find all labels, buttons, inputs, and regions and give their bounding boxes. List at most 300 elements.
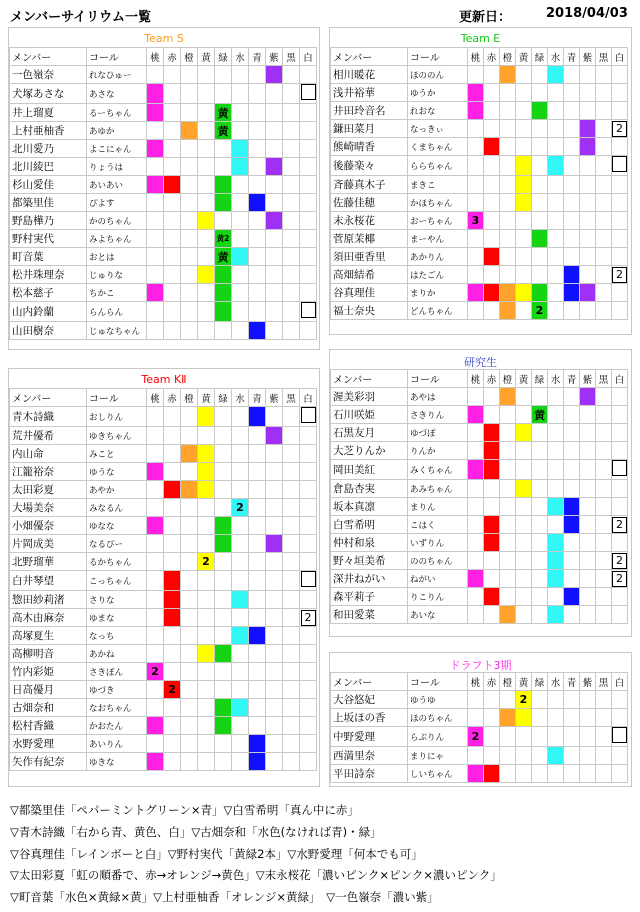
color-cell — [532, 156, 548, 176]
color-cell — [181, 553, 198, 571]
color-cell — [198, 104, 215, 122]
member-name: 北川綾巴 — [10, 158, 87, 176]
panel-team-e — [329, 27, 632, 335]
color-cell — [516, 388, 532, 406]
color-cell — [484, 570, 500, 588]
color-cell — [612, 691, 628, 709]
color-cell — [164, 230, 181, 248]
color-cell — [548, 727, 564, 747]
color-cell — [516, 66, 532, 84]
color-cell — [484, 66, 500, 84]
color-cell — [548, 765, 564, 783]
member-call: かのちゃん — [87, 212, 147, 230]
color-cell — [548, 606, 564, 624]
color-cell — [181, 645, 198, 663]
member-name: 青木詩織 — [10, 407, 87, 427]
color-cell — [596, 424, 612, 442]
color-cell — [283, 571, 300, 591]
color-cell — [283, 699, 300, 717]
panel-title: ドラフト3期 — [449, 659, 512, 672]
color-cell — [564, 120, 580, 138]
color-cell — [215, 591, 232, 609]
color-cell — [198, 427, 215, 445]
color-cell — [548, 442, 564, 460]
member-call: あいな — [408, 606, 468, 624]
color-cell — [181, 322, 198, 340]
color-cell — [596, 284, 612, 302]
color-cell — [548, 212, 564, 230]
color-cell — [164, 535, 181, 553]
color-cell — [266, 445, 283, 463]
color-cell — [548, 230, 564, 248]
color-cell — [548, 691, 564, 709]
member-name: 岡田美紅 — [331, 460, 408, 480]
color-cell — [484, 588, 500, 606]
color-cell — [266, 427, 283, 445]
white-box: 2 — [301, 610, 316, 626]
color-cell — [215, 717, 232, 735]
col-member: メンバー — [331, 673, 408, 691]
color-cell — [147, 517, 164, 535]
color-cell — [300, 266, 317, 284]
member-call: ゆまな — [87, 609, 147, 627]
color-cell — [564, 406, 580, 424]
color-cell — [232, 212, 249, 230]
member-name: 末永桜花 — [331, 212, 408, 230]
member-call: かおたん — [87, 717, 147, 735]
color-cell — [564, 516, 580, 534]
color-cell — [147, 681, 164, 699]
color-cell — [516, 765, 532, 783]
member-name: 平田詩奈 — [331, 765, 408, 783]
member-name: 谷真理佳 — [331, 284, 408, 302]
color-cell — [266, 104, 283, 122]
color-cell — [232, 535, 249, 553]
table-row — [331, 102, 628, 120]
col-color: 橙 — [181, 389, 198, 407]
col-member: メンバー — [331, 48, 408, 66]
color-cell — [468, 230, 484, 248]
color-cell — [468, 212, 484, 230]
color-cell — [468, 266, 484, 284]
color-cell — [484, 747, 500, 765]
color-cell — [548, 84, 564, 102]
color-cell — [484, 727, 500, 747]
color-cell — [249, 84, 266, 104]
member-name: 大芝りんか — [331, 442, 408, 460]
color-cell — [612, 534, 628, 552]
color-cell — [532, 516, 548, 534]
color-cell — [580, 747, 596, 765]
table-row — [10, 122, 317, 140]
color-cell — [548, 66, 564, 84]
color-cell — [147, 104, 164, 122]
color-cell — [266, 499, 283, 517]
color-cell — [548, 266, 564, 284]
color-cell — [612, 570, 628, 588]
col-color: 紫 — [580, 48, 596, 66]
color-cell — [181, 571, 198, 591]
color-cell — [484, 534, 500, 552]
color-cell — [596, 709, 612, 727]
color-cell — [300, 284, 317, 302]
color-cell — [249, 627, 266, 645]
member-name: 佐藤佳穂 — [331, 194, 408, 212]
color-cell — [266, 663, 283, 681]
color-cell — [198, 248, 215, 266]
color-cell — [215, 266, 232, 284]
color-cell — [181, 104, 198, 122]
color-cell — [198, 499, 215, 517]
color-cell — [580, 156, 596, 176]
member-call: なっきぃ — [408, 120, 468, 138]
color-cell — [564, 709, 580, 727]
color-cell — [612, 138, 628, 156]
color-cell — [215, 735, 232, 753]
color-cell — [198, 66, 215, 84]
member-call: ゆづぽ — [408, 424, 468, 442]
color-cell — [596, 442, 612, 460]
table-row — [10, 194, 317, 212]
color-cell — [249, 230, 266, 248]
table-row — [10, 535, 317, 553]
color-cell — [500, 516, 516, 534]
color-cell — [612, 388, 628, 406]
color-cell — [516, 747, 532, 765]
color-cell — [249, 140, 266, 158]
color-cell — [516, 588, 532, 606]
color-cell — [516, 534, 532, 552]
color-cell — [484, 406, 500, 424]
color-cell — [468, 284, 484, 302]
member-call: ののちゃん — [408, 552, 468, 570]
table-row — [331, 84, 628, 102]
color-cell — [300, 645, 317, 663]
white-box: 2 — [612, 267, 627, 283]
color-cell — [612, 66, 628, 84]
color-cell — [596, 460, 612, 480]
member-table — [9, 388, 317, 771]
member-name: 森平莉子 — [331, 588, 408, 606]
table-row — [10, 645, 317, 663]
color-cell — [468, 460, 484, 480]
col-member: メンバー — [331, 370, 408, 388]
member-name: 白井琴望 — [10, 571, 87, 591]
color-cell — [266, 66, 283, 84]
color-cell — [147, 753, 164, 771]
color-cell — [564, 747, 580, 765]
member-name: 杉山愛佳 — [10, 176, 87, 194]
table-row — [331, 588, 628, 606]
color-cell — [198, 663, 215, 681]
white-box: 2 — [612, 517, 627, 533]
color-cell — [198, 627, 215, 645]
color-cell — [548, 138, 564, 156]
color-cell — [532, 194, 548, 212]
member-name: 須田亜香里 — [331, 248, 408, 266]
count-label: 2 — [471, 730, 480, 743]
color-cell — [612, 709, 628, 727]
table-row — [10, 158, 317, 176]
col-color: 黒 — [596, 370, 612, 388]
table-row — [10, 591, 317, 609]
count-label: 黄 — [217, 124, 229, 138]
col-color: 桃 — [468, 673, 484, 691]
color-cell — [468, 709, 484, 727]
color-cell — [266, 481, 283, 499]
color-cell — [596, 230, 612, 248]
color-cell — [612, 765, 628, 783]
color-cell — [147, 427, 164, 445]
color-cell — [283, 302, 300, 322]
color-cell — [181, 248, 198, 266]
member-call: あいりん — [87, 735, 147, 753]
member-call: あゆか — [87, 122, 147, 140]
color-cell — [484, 765, 500, 783]
color-cell — [484, 552, 500, 570]
table-row — [331, 248, 628, 266]
col-color: 青 — [249, 48, 266, 66]
color-cell — [468, 302, 484, 320]
col-color: 赤 — [484, 673, 500, 691]
col-color: 橙 — [500, 48, 516, 66]
color-cell — [215, 66, 232, 84]
col-color: 緑 — [532, 370, 548, 388]
member-name: 北野瑠華 — [10, 553, 87, 571]
member-name: 高畑結希 — [331, 266, 408, 284]
color-cell — [532, 442, 548, 460]
color-cell — [215, 463, 232, 481]
color-cell — [266, 407, 283, 427]
col-color: 橙 — [181, 48, 198, 66]
color-cell — [548, 498, 564, 516]
color-cell — [564, 498, 580, 516]
table-row — [331, 66, 628, 84]
color-cell — [564, 302, 580, 320]
color-cell — [596, 534, 612, 552]
table-row — [331, 424, 628, 442]
color-cell — [580, 84, 596, 102]
color-cell — [181, 84, 198, 104]
col-color: 白 — [612, 48, 628, 66]
color-cell — [266, 735, 283, 753]
color-cell — [249, 212, 266, 230]
member-name: 和田愛菜 — [331, 606, 408, 624]
color-cell — [564, 424, 580, 442]
color-cell — [181, 427, 198, 445]
table-row — [331, 691, 628, 709]
color-cell — [532, 66, 548, 84]
col-color: 赤 — [484, 48, 500, 66]
color-cell — [564, 230, 580, 248]
color-cell — [164, 140, 181, 158]
color-cell — [516, 266, 532, 284]
color-cell — [164, 571, 181, 591]
color-cell — [215, 176, 232, 194]
color-cell — [232, 104, 249, 122]
color-cell — [147, 445, 164, 463]
color-cell — [500, 747, 516, 765]
color-cell — [249, 66, 266, 84]
color-cell — [516, 284, 532, 302]
color-cell — [300, 753, 317, 771]
color-cell — [500, 388, 516, 406]
color-cell — [266, 140, 283, 158]
col-color: 青 — [564, 370, 580, 388]
white-box: 2 — [612, 571, 627, 587]
member-name: 白雪希明 — [331, 516, 408, 534]
color-cell — [249, 663, 266, 681]
color-cell — [564, 66, 580, 84]
color-cell — [283, 284, 300, 302]
color-cell — [580, 498, 596, 516]
color-cell — [300, 517, 317, 535]
color-cell — [500, 248, 516, 266]
color-cell — [532, 230, 548, 248]
color-cell — [484, 102, 500, 120]
color-cell — [215, 681, 232, 699]
table-row — [10, 517, 317, 535]
color-cell — [580, 388, 596, 406]
color-cell — [484, 460, 500, 480]
color-cell — [548, 156, 564, 176]
member-name: 相川暖花 — [331, 66, 408, 84]
color-cell — [198, 176, 215, 194]
color-cell — [516, 138, 532, 156]
member-call: さきりん — [408, 406, 468, 424]
member-call: さりな — [87, 591, 147, 609]
member-name: 高柳明音 — [10, 645, 87, 663]
color-cell — [249, 427, 266, 445]
white-box — [301, 84, 316, 100]
member-name: 山内鈴蘭 — [10, 302, 87, 322]
member-name: 渥美彩羽 — [331, 388, 408, 406]
table-row — [331, 194, 628, 212]
col-color: 桃 — [468, 48, 484, 66]
color-cell — [580, 460, 596, 480]
color-cell — [249, 248, 266, 266]
table-row — [10, 322, 317, 340]
color-cell — [580, 727, 596, 747]
color-cell — [232, 591, 249, 609]
color-cell — [266, 302, 283, 322]
color-cell — [500, 480, 516, 498]
color-cell — [500, 709, 516, 727]
color-cell — [484, 388, 500, 406]
member-name: 鎌田菜月 — [331, 120, 408, 138]
color-cell — [181, 717, 198, 735]
color-cell — [147, 266, 164, 284]
color-cell — [300, 122, 317, 140]
color-cell — [300, 609, 317, 627]
color-cell — [164, 284, 181, 302]
color-cell — [564, 138, 580, 156]
color-cell — [580, 212, 596, 230]
color-cell — [181, 266, 198, 284]
color-cell — [532, 248, 548, 266]
member-name: 斉藤真木子 — [331, 176, 408, 194]
table-row — [10, 176, 317, 194]
color-cell — [596, 691, 612, 709]
color-cell — [266, 517, 283, 535]
member-call: かほちゃん — [408, 194, 468, 212]
member-call: れおな — [408, 102, 468, 120]
member-call: りんか — [408, 442, 468, 460]
color-cell — [283, 140, 300, 158]
color-cell — [300, 553, 317, 571]
table-row — [331, 606, 628, 624]
color-cell — [215, 645, 232, 663]
color-cell — [580, 606, 596, 624]
color-cell — [500, 212, 516, 230]
table-header — [10, 389, 317, 407]
color-cell — [596, 84, 612, 102]
color-cell — [215, 535, 232, 553]
color-cell — [283, 248, 300, 266]
color-cell — [468, 176, 484, 194]
color-cell — [500, 302, 516, 320]
color-cell — [500, 102, 516, 120]
color-cell — [300, 571, 317, 591]
color-cell — [300, 407, 317, 427]
color-cell — [249, 284, 266, 302]
member-call: あかりん — [408, 248, 468, 266]
color-cell — [181, 445, 198, 463]
color-cell — [500, 176, 516, 194]
color-cell — [164, 517, 181, 535]
color-cell — [164, 699, 181, 717]
member-call: なおちゃん — [87, 699, 147, 717]
color-cell — [580, 516, 596, 534]
color-cell — [266, 553, 283, 571]
count-label: 黄2 — [216, 234, 230, 243]
color-cell — [147, 140, 164, 158]
member-table — [330, 47, 628, 320]
color-cell — [181, 735, 198, 753]
color-cell — [532, 709, 548, 727]
color-cell — [484, 424, 500, 442]
color-cell — [232, 571, 249, 591]
color-cell — [500, 156, 516, 176]
member-call: どんちゃん — [408, 302, 468, 320]
table-row — [331, 156, 628, 176]
color-cell — [580, 588, 596, 606]
color-cell — [516, 176, 532, 194]
col-color: 緑 — [532, 673, 548, 691]
member-name: 深井ねがい — [331, 570, 408, 588]
color-cell — [164, 645, 181, 663]
color-cell — [580, 442, 596, 460]
color-cell — [612, 102, 628, 120]
table-header — [331, 48, 628, 66]
color-cell — [266, 194, 283, 212]
color-cell — [232, 230, 249, 248]
color-cell — [181, 284, 198, 302]
color-cell — [164, 84, 181, 104]
color-cell — [612, 176, 628, 194]
color-cell — [249, 717, 266, 735]
white-box: 2 — [612, 121, 627, 137]
color-cell — [164, 681, 181, 699]
color-cell — [283, 591, 300, 609]
member-name: 石川咲姫 — [331, 406, 408, 424]
table-row — [10, 66, 317, 84]
color-cell — [181, 230, 198, 248]
color-cell — [147, 645, 164, 663]
color-cell — [516, 498, 532, 516]
color-cell — [580, 691, 596, 709]
table-row — [10, 463, 317, 481]
